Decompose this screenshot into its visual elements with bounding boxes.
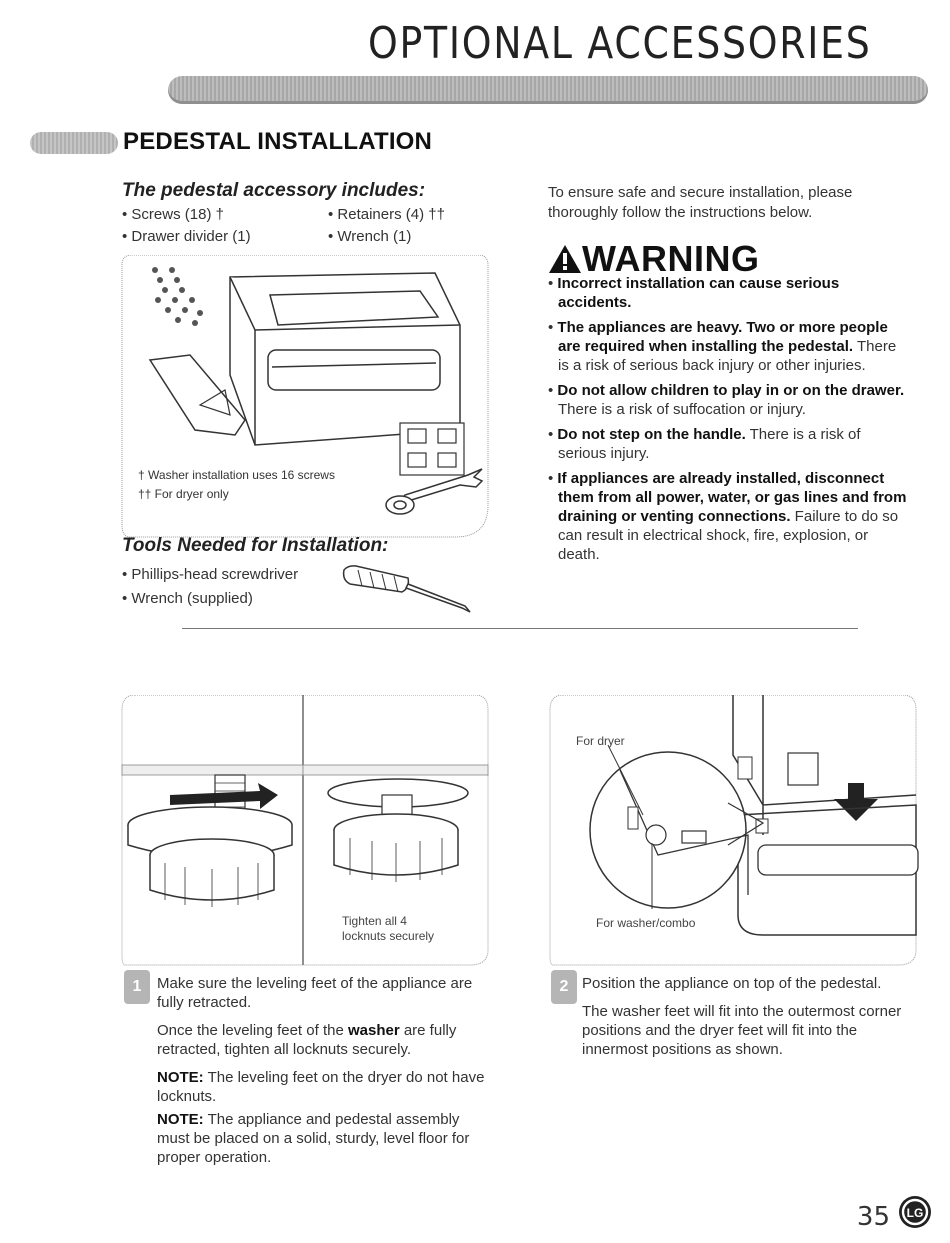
retainers-icon [400, 423, 464, 475]
warning-item: • The appliances are heavy. Two or more people are required when installing the pedestal. There is a risk of serious back injury or other injuries. [548, 319, 897, 374]
footnote: † Washer installation uses 16 screws [138, 468, 335, 482]
warning-list [548, 274, 908, 570]
step1-note: NOTE: The leveling feet on the dryer do not have locknuts. [157, 1069, 485, 1105]
tools-heading: Tools Needed for Installation: [122, 535, 389, 556]
step1-caption: Tighten all 4 [342, 914, 407, 928]
title-bar-decoration [168, 76, 928, 104]
step-badge: 2 [551, 970, 577, 1004]
step1-paragraph: Make sure the leveling feet of the appliance are fully retracted. [157, 975, 473, 1011]
step2-illustration [548, 695, 920, 970]
pedestal-icon [230, 273, 460, 445]
divider [182, 628, 858, 629]
down-arrow-icon [834, 783, 878, 821]
screws-icon [152, 267, 203, 326]
step1-text [157, 974, 492, 1176]
step1-paragraph: Once the leveling feet of the washer are fully retracted, tighten all locknuts securely. [157, 1022, 457, 1058]
step1-note: NOTE: The appliance and pedestal assembly must be placed on a solid, sturdy, level floor for proper operation. [157, 1111, 470, 1166]
list-item: • Wrench (1) [328, 228, 412, 245]
page-number: 35 [856, 1202, 890, 1232]
step1-illustration [120, 695, 492, 970]
screwdriver-icon [340, 562, 475, 614]
step1-caption: locknuts securely [342, 929, 435, 943]
section-heading: PEDESTAL INSTALLATION [123, 128, 433, 155]
step2-paragraph: Position the appliance on top of the pedestal. [582, 975, 882, 992]
list-item: • Phillips-head screwdriver [122, 566, 299, 583]
warning-item: • Do not step on the handle. There is a risk of serious injury. [548, 426, 861, 462]
warning-item: • Incorrect installation can cause serious accidents. [548, 275, 840, 311]
list-item: • Drawer divider (1) [122, 228, 251, 245]
step-badge: 1 [124, 970, 150, 1004]
footnote: †† For dryer only [138, 487, 229, 501]
warning-item: • Do not allow children to play in or on the drawer. There is a risk of suffocation or injury. [548, 382, 905, 418]
warning-triangle-icon [548, 244, 582, 274]
lg-logo-icon [898, 1195, 932, 1229]
svg-text:LG: LG [906, 1206, 924, 1220]
warning-label: WARNING [582, 238, 760, 279]
list-item: • Retainers (4) †† [328, 206, 445, 223]
page-title: OPTIONAL ACCESSORIES [368, 18, 872, 69]
warning-item: • If appliances are already installed, disconnect them from all power, water, or gas lines and from draining or venting connections. Failure to do so can result in electrical shock, fire, explosion, or death. [548, 470, 907, 563]
label-for-dryer: For dryer [576, 734, 625, 748]
includes-heading: The pedestal accessory includes: [122, 180, 426, 201]
list-item: • Wrench (supplied) [122, 590, 253, 607]
intro-text: To ensure safe and secure installation, please thoroughly follow the instructions below. [548, 184, 853, 221]
wrench-icon [386, 469, 482, 514]
step2-text [582, 974, 922, 1068]
label-for-washer: For washer/combo [596, 916, 696, 930]
list-item: • Screws (18) † [122, 206, 224, 223]
step2-paragraph: The washer feet will fit into the outermost corner positions and the dryer feet will fit into the innermost positions as shown. [582, 1003, 902, 1058]
section-pill-decoration [30, 132, 118, 154]
